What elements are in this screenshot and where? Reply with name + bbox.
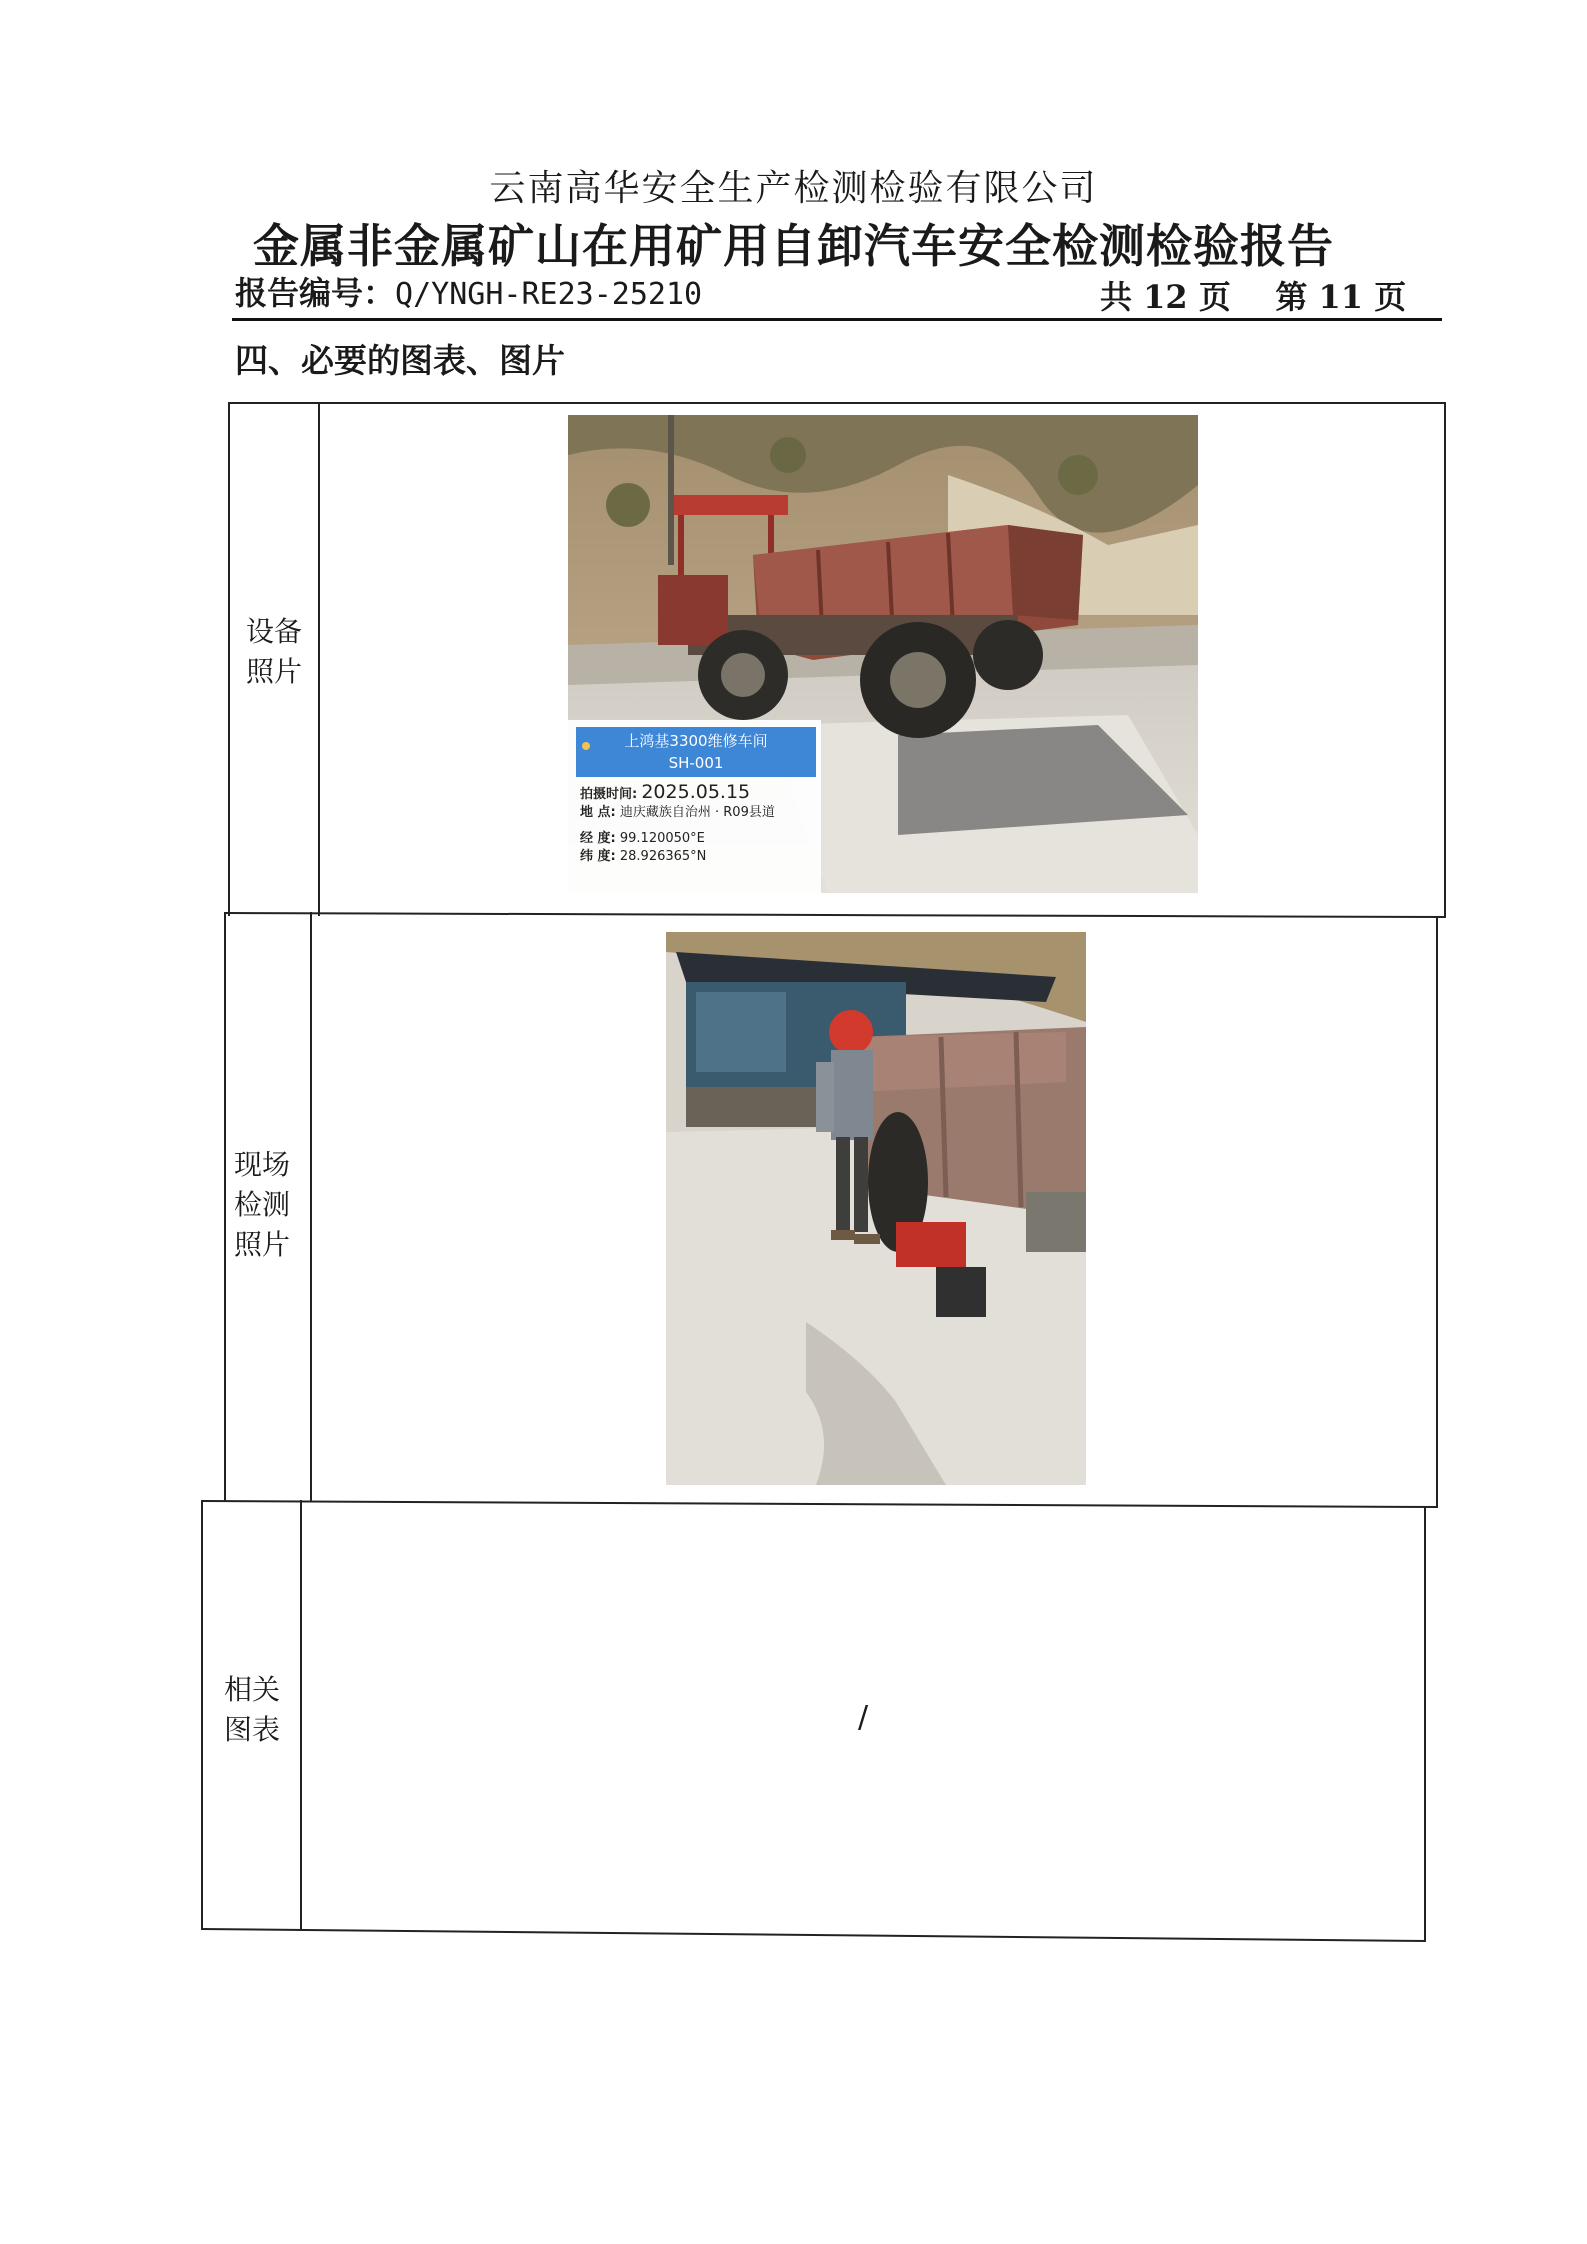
watermark-time-row xyxy=(580,783,820,804)
related-charts-content: / xyxy=(858,1700,869,1735)
report-number-value: Q/YNGH-RE23-25210 xyxy=(395,277,703,312)
row-label-related-charts xyxy=(222,1670,282,1750)
row-divider-1 xyxy=(226,912,1446,918)
watermark-lon-label: 经 度: xyxy=(580,831,616,846)
row-label-line: 图表 xyxy=(223,1713,280,1746)
row-label-line: 相关 xyxy=(223,1673,280,1706)
label-divider-3 xyxy=(300,1500,302,1930)
watermark-code: SH-001 xyxy=(668,754,724,772)
table-border-left-3 xyxy=(201,1500,203,1930)
watermark-time-label: 拍摄时间: xyxy=(580,787,638,802)
table-border-bottom xyxy=(201,1928,1426,1942)
report-title: 金属非金属矿山在用矿用自卸汽车安全检测检验报告 xyxy=(253,219,1334,273)
row-label-line: 照片 xyxy=(245,655,302,688)
table-border-left-1 xyxy=(228,402,230,916)
watermark-time: 2025.05.15 xyxy=(641,781,751,803)
table-border-top xyxy=(228,402,1446,404)
row-label-line: 现场 xyxy=(233,1148,290,1181)
table-border-right-3 xyxy=(1424,1506,1426,1940)
watermark-place-row xyxy=(580,804,820,822)
onsite-inspection-photo xyxy=(666,932,1086,1485)
row-label-line: 检测 xyxy=(233,1188,290,1221)
company-name: 云南高华安全生产检测检验有限公司 xyxy=(489,168,1098,209)
row-divider-2 xyxy=(203,1500,1438,1508)
table-border-left-2 xyxy=(224,912,226,1502)
report-number-label: 报告编号： xyxy=(235,274,396,312)
header-divider xyxy=(232,318,1442,321)
watermark-lon-row xyxy=(580,830,820,848)
row-label-equipment-photo xyxy=(244,612,304,692)
watermark-title: 上鸿基3300维修车间 xyxy=(624,732,768,750)
watermark-place: 迪庆藏族自治州 · R09县道 xyxy=(619,805,775,820)
equipment-photo xyxy=(568,415,1198,893)
page-count: 共 12 页 第 11 页 xyxy=(1100,278,1407,316)
section-title: 四、必要的图表、图片 xyxy=(235,341,565,380)
label-divider-1 xyxy=(318,402,320,916)
watermark-details xyxy=(580,783,820,866)
label-divider-2 xyxy=(310,912,312,1502)
row-label-line: 设备 xyxy=(245,615,302,648)
watermark-lon: 99.120050°E xyxy=(619,831,705,846)
watermark-lat-row xyxy=(580,848,820,866)
watermark-lat-label: 纬 度: xyxy=(580,849,616,864)
table-border-right-1 xyxy=(1444,402,1446,918)
row-label-onsite-photo xyxy=(232,1145,292,1265)
watermark-lat: 28.926365°N xyxy=(619,849,707,864)
inspection-scene-image xyxy=(666,932,1086,1485)
row-label-line: 照片 xyxy=(233,1228,290,1261)
watermark-place-label: 地 点: xyxy=(580,805,616,820)
table-border-right-2 xyxy=(1436,916,1438,1506)
watermark-header xyxy=(576,727,816,780)
report-number xyxy=(235,268,702,314)
